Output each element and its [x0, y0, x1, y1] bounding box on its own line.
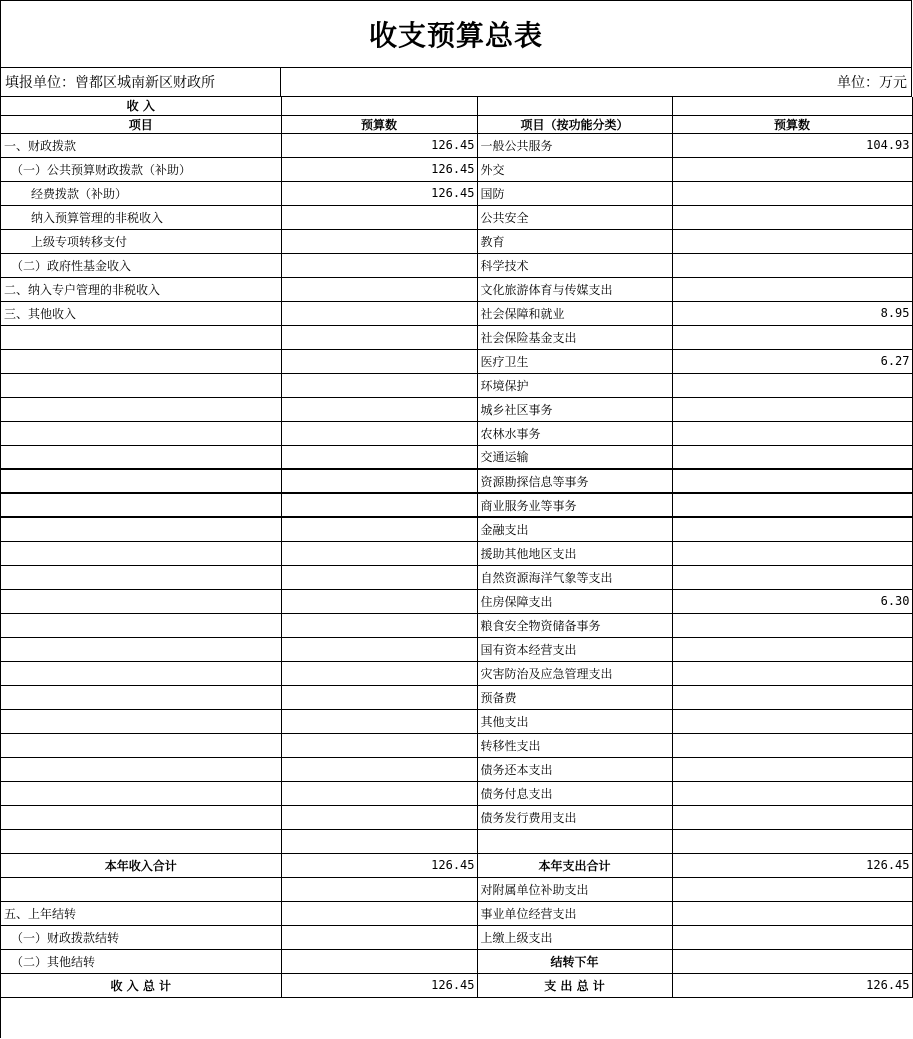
out-label: 预备费 [477, 685, 672, 709]
out-value [672, 949, 912, 973]
in-label: 二、纳入专户管理的非税收入 [1, 277, 281, 301]
in-label: 经费拨款（补助） [1, 181, 281, 205]
table-row [1, 493, 912, 517]
in-label [1, 685, 281, 709]
in-label: 三、其他收入 [1, 301, 281, 325]
out-value [672, 253, 912, 277]
out-label: 对附属单位补助支出 [477, 877, 672, 901]
in-label: 一、财政拨款 [1, 133, 281, 157]
table-row [1, 349, 912, 373]
out-value: 6.27 [672, 349, 912, 373]
out-value [672, 181, 912, 205]
in-value [281, 613, 477, 637]
in-value [281, 829, 477, 853]
table-row [1, 637, 912, 661]
in-label: （一）财政拨款结转 [1, 925, 281, 949]
in-label [1, 517, 281, 541]
out-value [672, 781, 912, 805]
in-label [1, 373, 281, 397]
out-value: 104.93 [672, 133, 912, 157]
out-label: 住房保障支出 [477, 589, 672, 613]
out-label: 灾害防治及应急管理支出 [477, 661, 672, 685]
in-value [281, 517, 477, 541]
table-row [1, 445, 912, 469]
out-value: 6.30 [672, 589, 912, 613]
table-row [1, 781, 912, 805]
table-row [1, 469, 912, 493]
out-value [672, 661, 912, 685]
in-value [281, 901, 477, 925]
table-row [1, 565, 912, 589]
out-label [477, 829, 672, 853]
in-value [281, 877, 477, 901]
in-label [1, 733, 281, 757]
out-value [672, 517, 912, 541]
budget-table [1, 97, 913, 998]
in-label: 本年收入合计 [1, 853, 281, 877]
in-value: 126.45 [281, 973, 477, 997]
out-value [672, 637, 912, 661]
in-value [281, 637, 477, 661]
out-value [672, 613, 912, 637]
in-value [281, 325, 477, 349]
in-label [1, 829, 281, 853]
in-label [1, 421, 281, 445]
in-label [1, 493, 281, 517]
out-value [672, 493, 912, 517]
table-row [1, 973, 912, 997]
in-value [281, 229, 477, 253]
out-value [672, 877, 912, 901]
in-value [281, 277, 477, 301]
in-value [281, 373, 477, 397]
out-value [672, 757, 912, 781]
table-row [1, 709, 912, 733]
out-label: 医疗卫生 [477, 349, 672, 373]
table-row [1, 133, 912, 157]
table-row [1, 325, 912, 349]
column-header-row [1, 115, 912, 133]
out-label: 债务发行费用支出 [477, 805, 672, 829]
out-label: 金融支出 [477, 517, 672, 541]
in-value: 126.45 [281, 853, 477, 877]
table-row [1, 517, 912, 541]
out-label: 社会保险基金支出 [477, 325, 672, 349]
in-value: 126.45 [281, 157, 477, 181]
out-label: 科学技术 [477, 253, 672, 277]
table-row [1, 733, 912, 757]
in-value [281, 397, 477, 421]
in-value [281, 661, 477, 685]
in-value [281, 541, 477, 565]
out-label: 公共安全 [477, 205, 672, 229]
out-value [672, 397, 912, 421]
out-label: 自然资源海洋气象等支出 [477, 565, 672, 589]
expense-header-empty [477, 97, 672, 115]
in-value [281, 349, 477, 373]
in-value [281, 301, 477, 325]
out-value [672, 925, 912, 949]
in-label [1, 565, 281, 589]
out-value: 126.45 [672, 973, 912, 997]
table-row [1, 925, 912, 949]
expense-header-empty-2 [672, 97, 912, 115]
col-item: 项目 [1, 115, 281, 133]
in-value: 126.45 [281, 181, 477, 205]
in-value [281, 565, 477, 589]
unit-row [1, 68, 912, 97]
in-value: 126.45 [281, 133, 477, 157]
table-row [1, 949, 912, 973]
out-value [672, 445, 912, 469]
table-row [1, 805, 912, 829]
table-row [1, 877, 912, 901]
in-label: （一）公共预算财政拨款（补助） [1, 157, 281, 181]
out-label: 其他支出 [477, 709, 672, 733]
in-value [281, 685, 477, 709]
out-label: 粮食安全物资储备事务 [477, 613, 672, 637]
page-title: 收支预算总表 [368, 19, 543, 52]
table-row [1, 373, 912, 397]
out-value [672, 205, 912, 229]
in-label [1, 805, 281, 829]
col-item-func: 项目（按功能分类） [477, 115, 672, 133]
out-value [672, 229, 912, 253]
in-label [1, 709, 281, 733]
col-budget-2: 预算数 [672, 115, 912, 133]
title-row [1, 1, 912, 68]
table-row [1, 541, 912, 565]
in-value [281, 805, 477, 829]
out-label: 社会保障和就业 [477, 301, 672, 325]
table-row [1, 757, 912, 781]
out-label: 商业服务业等事务 [477, 493, 672, 517]
in-value [281, 493, 477, 517]
table-row [1, 589, 912, 613]
out-label: 交通运输 [477, 445, 672, 469]
out-value [672, 541, 912, 565]
out-label: 上缴上级支出 [477, 925, 672, 949]
out-label: 文化旅游体育与传媒支出 [477, 277, 672, 301]
out-value [672, 277, 912, 301]
in-value [281, 469, 477, 493]
reporting-unit: 填报单位：曾都区城南新区财政所 [1, 68, 281, 96]
in-label [1, 877, 281, 901]
out-label: 资源勘探信息等事务 [477, 469, 672, 493]
in-label: 收 入 总 计 [1, 973, 281, 997]
income-header-empty [281, 97, 477, 115]
out-value [672, 469, 912, 493]
out-value [672, 805, 912, 829]
table-row [1, 205, 912, 229]
out-value: 8.95 [672, 301, 912, 325]
out-label: 教育 [477, 229, 672, 253]
in-value [281, 589, 477, 613]
out-label: 债务付息支出 [477, 781, 672, 805]
out-label: 环境保护 [477, 373, 672, 397]
in-label [1, 445, 281, 469]
out-value [672, 325, 912, 349]
in-value [281, 757, 477, 781]
in-label [1, 613, 281, 637]
table-row [1, 901, 912, 925]
table-row [1, 661, 912, 685]
in-label [1, 589, 281, 613]
in-label [1, 637, 281, 661]
table-row [1, 301, 912, 325]
in-label [1, 757, 281, 781]
table-row [1, 421, 912, 445]
table-row [1, 685, 912, 709]
out-value [672, 829, 912, 853]
in-label [1, 541, 281, 565]
in-label [1, 349, 281, 373]
in-label: 纳入预算管理的非税收入 [1, 205, 281, 229]
in-value [281, 205, 477, 229]
table-row [1, 853, 912, 877]
in-label [1, 325, 281, 349]
in-label: 五、上年结转 [1, 901, 281, 925]
col-budget: 预算数 [281, 115, 477, 133]
out-label: 一般公共服务 [477, 133, 672, 157]
out-label: 农林水事务 [477, 421, 672, 445]
out-label: 结转下年 [477, 949, 672, 973]
table-row [1, 229, 912, 253]
out-label: 支 出 总 计 [477, 973, 672, 997]
out-value [672, 157, 912, 181]
table-row [1, 253, 912, 277]
out-label: 国防 [477, 181, 672, 205]
out-value: 126.45 [672, 853, 912, 877]
in-value [281, 421, 477, 445]
out-value [672, 709, 912, 733]
in-label: （二）政府性基金收入 [1, 253, 281, 277]
in-label [1, 661, 281, 685]
currency-unit: 单位：万元 [281, 68, 912, 96]
out-label: 外交 [477, 157, 672, 181]
table-row [1, 277, 912, 301]
table-row [1, 613, 912, 637]
out-value [672, 685, 912, 709]
table-row [1, 181, 912, 205]
out-label: 债务还本支出 [477, 757, 672, 781]
in-label [1, 781, 281, 805]
out-value [672, 421, 912, 445]
in-label [1, 469, 281, 493]
in-value [281, 709, 477, 733]
in-value [281, 781, 477, 805]
table-row [1, 829, 912, 853]
table-row [1, 397, 912, 421]
in-value [281, 925, 477, 949]
in-value [281, 949, 477, 973]
out-label: 事业单位经营支出 [477, 901, 672, 925]
in-value [281, 733, 477, 757]
in-label: 上级专项转移支付 [1, 229, 281, 253]
out-label: 转移性支出 [477, 733, 672, 757]
income-header-row [1, 97, 912, 115]
out-value [672, 733, 912, 757]
out-label: 城乡社区事务 [477, 397, 672, 421]
out-label: 援助其他地区支出 [477, 541, 672, 565]
in-label [1, 397, 281, 421]
in-value [281, 445, 477, 469]
out-label: 本年支出合计 [477, 853, 672, 877]
table-row [1, 157, 912, 181]
out-value [672, 901, 912, 925]
out-value [672, 565, 912, 589]
income-header: 收 入 [1, 97, 281, 115]
in-label: （二）其他结转 [1, 949, 281, 973]
out-value [672, 373, 912, 397]
out-label: 国有资本经营支出 [477, 637, 672, 661]
in-value [281, 253, 477, 277]
